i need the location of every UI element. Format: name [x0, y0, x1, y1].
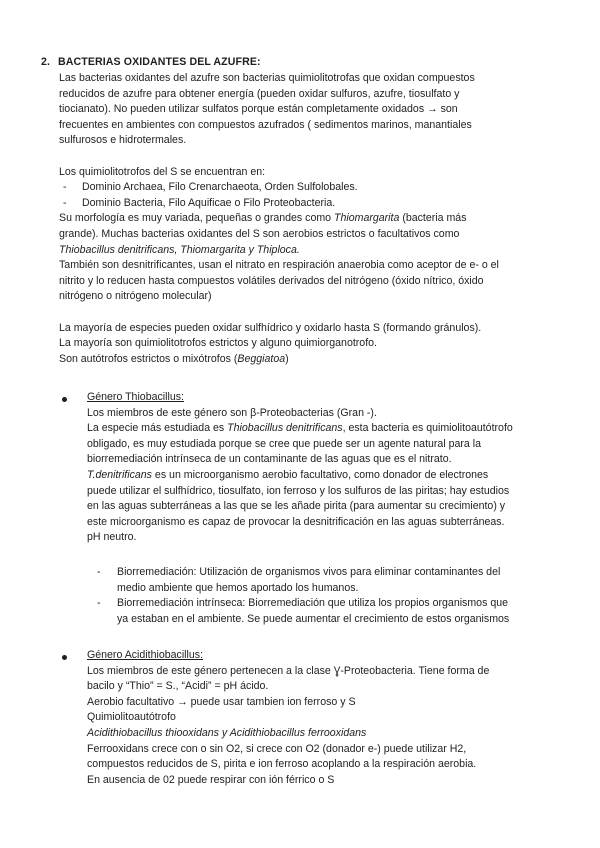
intro-line: Las bacterias oxidantes del azufre son bacterias quimiolitotrofas que oxidan compuestos — [59, 72, 475, 84]
biorremediacion-list — [97, 565, 567, 627]
thiobacillus-text: es un microorganismo aerobio facultativo, como donador de electrones — [151, 468, 489, 481]
sub-item-line: Biorremediación intrínseca: Biorremediación que utiliza los propios organismos que — [117, 597, 508, 610]
desnit-line: También son desnitrificantes, usan el nitrato en respiración anaerobia como aceptor de e- o el — [59, 259, 499, 272]
majority-line: La mayoría son quimiolitotrofos estrictos y alguno quimiorganotrofo. — [59, 337, 377, 350]
domain-text: Dominio Bacteria, Filo Aquificae o Filo Proteobacteria. — [82, 196, 336, 209]
desnit-line: nitrito y lo reducen hasta compuestos volátiles derivados del nitrógeno (óxido nítrico, óxido — [59, 274, 484, 287]
thiobacillus-text: La especie más estudiada es — [87, 422, 228, 435]
autotrofos-text: Son autótrofos estrictos o mixótrofos ( — [59, 352, 238, 365]
thiobacillus-italic: Thiobacillus denitrificans — [227, 422, 343, 435]
acidithiobacillus-line: bacilo y “Thio” = S., “Acidi” = pH ácido. — [87, 680, 269, 693]
thiobacillus-line: puede utilizar el sulfhídrico, tiosulfato, ion ferroso y los sulfuros de las piritas; hay estudios — [87, 484, 510, 497]
domain-list — [59, 180, 559, 211]
section-heading — [41, 55, 261, 71]
intro-line: tiocianato). No pueden utilizar sulfatos porque están completamente oxidados → son — [59, 103, 458, 116]
bullet-icon — [62, 397, 67, 402]
thiobacillus-title: Género Thiobacillus: — [87, 391, 184, 403]
list-item — [97, 565, 567, 596]
section-title: BACTERIAS OXIDANTES DEL AZUFRE: — [58, 56, 261, 68]
thiobacillus-line — [87, 468, 557, 484]
thiobacillus-line: en las aguas subterráneas a las que se les añade pirita (para aumentar su crecimiento) y — [87, 500, 506, 513]
acidithiobacillus-line: Los miembros de este género pertenecen a la clase Ɣ-Proteobacteria. Tiene forma de — [87, 664, 490, 677]
autotrofos-text: ) — [285, 352, 289, 365]
morph-species: Thiobacillus denitrificans, Thiomargarita y Thiploca. — [59, 243, 300, 256]
intro-line: frecuentes en ambientes con compuestos azufrados ( sedimentos marinos, manantiales — [59, 118, 472, 131]
intro-line: reducidos de azufre para obtener energía (pueden oxidar sulfuros, azufre, tiosulfato y — [59, 87, 460, 100]
sub-item-line: medio ambiente que hemos aportado los humanos. — [117, 581, 359, 594]
acidithiobacillus-title: Género Acidithiobacillus: — [87, 649, 204, 661]
section-number: 2. — [41, 56, 51, 68]
acidithiobacillus-line: Aerobio facultativo → puede usar tambien ion ferroso y S — [87, 695, 356, 708]
morph-text: Su morfología es muy variada, pequeñas o grandes como — [59, 212, 335, 225]
desnit-line: nitrógeno o nitrógeno molecular) — [59, 290, 212, 303]
sub-item-line: Biorremediación: Utilización de organismos vivos para eliminar contaminantes del — [117, 566, 501, 578]
list-item — [97, 596, 567, 627]
majority-line: La mayoría de especies pueden oxidar sulfhídrico y oxidarlo hasta S (formando gránulos). — [59, 321, 482, 334]
intro-paragraph — [59, 71, 559, 367]
thiobacillus-italic: T.denitrificans — [87, 468, 152, 481]
domain-text: Dominio Archaea, Filo Crenarchaeota, Orden Sulfolobales. — [82, 181, 358, 194]
dash-marker: - — [97, 566, 101, 578]
thiobacillus-line: biorremediación intrínseca de un contaminante de las aguas que es el nitrato. — [87, 453, 452, 466]
dash-marker: - — [63, 196, 67, 209]
thiobacillus-section — [87, 390, 557, 546]
thiobacillus-text: , esta bacteria es quimiolitoautótrofo — [342, 422, 513, 435]
acidithiobacillus-line: compuestos reducidos de S, pirita e ion ferroso acoplando a la respiración aerobia. — [87, 758, 477, 771]
acidithiobacillus-species: Acidithiobacillus thiooxidans y Acidithiobacillus ferrooxidans — [87, 726, 367, 739]
acidithiobacillus-line: Ferrooxidans crece con o sin O2, si crece con O2 (donador e-) puede utilizar H2, — [87, 742, 467, 755]
thiobacillus-line: este microorganismo es capaz de provocar la desnitrificación en las aguas subterráneas. — [87, 515, 505, 528]
acidithiobacillus-line: En ausencia de 02 puede respirar con ión férrico o S — [87, 773, 335, 786]
list-item — [59, 196, 559, 212]
bullet-icon — [62, 655, 67, 660]
list-item — [59, 180, 559, 196]
morph-line — [59, 211, 559, 227]
intro-line: sulfurosos e hidrotermales. — [59, 134, 187, 147]
sub-item-line: ya estaban en el ambiente. Se puede aumentar el crecimiento de estos organismos — [117, 612, 510, 625]
acidithiobacillus-line: Quimiolitoautótrofo — [87, 711, 176, 724]
autotrofos-line — [59, 352, 559, 368]
quimio-intro: Los quimiolitotrofos del S se encuentran en: — [59, 165, 266, 178]
morph-line: grande). Muchas bacterias oxidantes del S son aerobios estrictos o facultativos como — [59, 227, 460, 240]
dash-marker: - — [63, 181, 67, 194]
acidithiobacillus-section — [87, 648, 557, 788]
morph-italic: Thiomargarita — [334, 212, 400, 225]
dash-marker: - — [97, 597, 101, 610]
autotrofos-italic: Beggiatoa — [237, 352, 286, 365]
thiobacillus-line: Los miembros de este género son β-Proteobacterias (Gran -). — [87, 406, 377, 419]
thiobacillus-line — [87, 421, 557, 437]
thiobacillus-line: obligado, es muy estudiada porque se cree que puede ser un agente natural para la — [87, 437, 482, 450]
morph-text: (bacteria más — [399, 212, 467, 225]
thiobacillus-line: pH neutro. — [87, 531, 137, 544]
